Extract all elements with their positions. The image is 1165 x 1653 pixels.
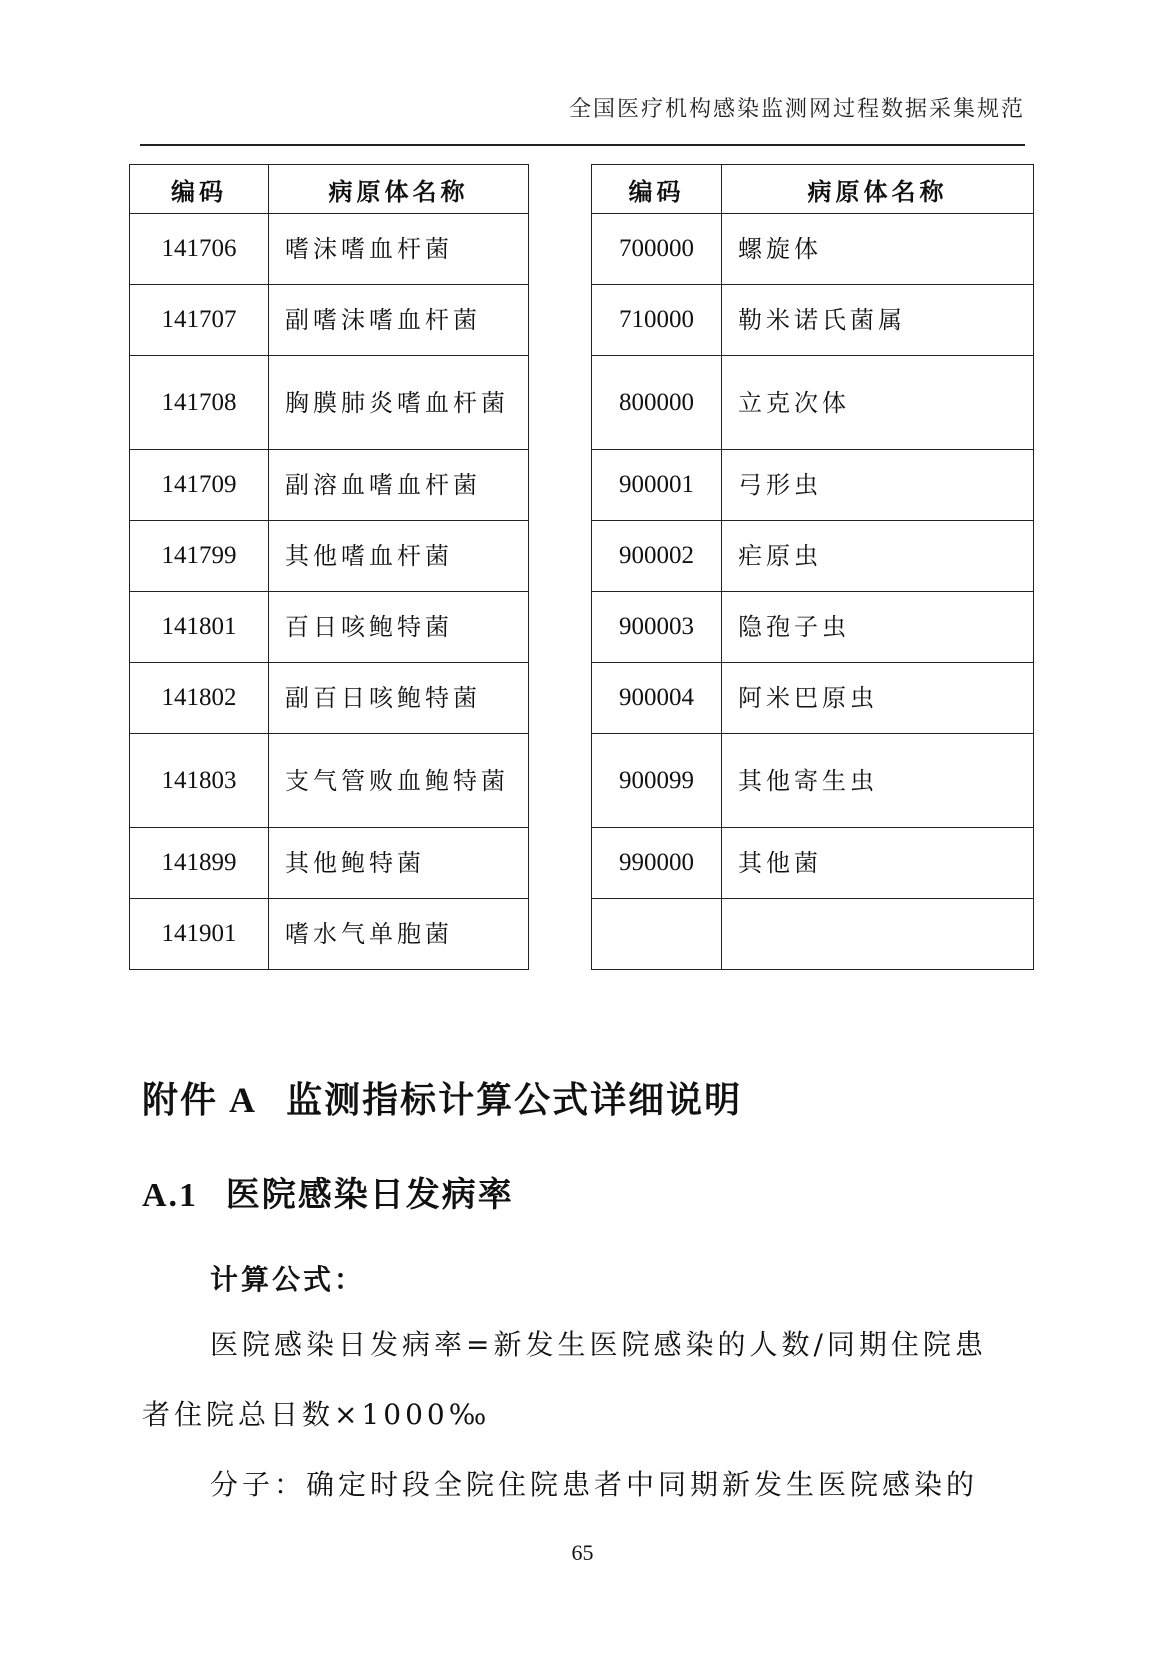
pathogen-name-cell: 阿米巴原虫 <box>722 663 1034 734</box>
table-row <box>130 450 529 521</box>
pathogen-name-cell: 疟原虫 <box>722 521 1034 592</box>
table-row <box>130 828 529 899</box>
pathogen-name-cell: 副溶血嗜血杆菌 <box>269 450 529 521</box>
code-cell: 700000 <box>592 214 722 285</box>
table-row <box>592 828 1034 899</box>
pathogen-name-cell <box>722 899 1034 970</box>
table-row <box>592 592 1034 663</box>
pathogen-name-cell: 其他鲍特菌 <box>269 828 529 899</box>
code-cell: 141802 <box>130 663 269 734</box>
code-cell: 900004 <box>592 663 722 734</box>
pathogen-name-cell: 立克次体 <box>722 356 1034 450</box>
code-cell: 710000 <box>592 285 722 356</box>
running-header-title: 全国医疗机构感染监测网过程数据采集规范 <box>568 97 1025 122</box>
table-row <box>592 285 1034 356</box>
section-number: A.1 <box>142 1177 199 1214</box>
pathogen-code-table-right <box>591 164 1034 970</box>
pathogen-name-cell: 百日咳鲍特菌 <box>269 592 529 663</box>
pathogen-name-cell: 螺旋体 <box>722 214 1034 285</box>
pathogen-name-cell: 胸膜肺炎嗜血杆菌 <box>269 356 529 450</box>
column-header-pathogen-name: 病原体名称 <box>269 165 529 214</box>
table-row <box>130 214 529 285</box>
section-heading <box>142 1167 514 1216</box>
pathogen-name-cell: 弓形虫 <box>722 450 1034 521</box>
column-header-pathogen-name: 病原体名称 <box>722 165 1034 214</box>
column-header-code: 编码 <box>592 165 722 214</box>
pathogen-name-cell: 嗜水气单胞菌 <box>269 899 529 970</box>
table-row <box>592 734 1034 828</box>
pathogen-name-cell: 嗜沫嗜血杆菌 <box>269 214 529 285</box>
pathogen-name-cell: 副嗜沫嗜血杆菌 <box>269 285 529 356</box>
table-row <box>130 285 529 356</box>
pathogen-name-cell: 其他菌 <box>722 828 1034 899</box>
pathogen-name-cell: 副百日咳鲍特菌 <box>269 663 529 734</box>
code-cell <box>592 899 722 970</box>
code-cell: 141708 <box>130 356 269 450</box>
pathogen-name-cell: 支气管败血鲍特菌 <box>269 734 529 828</box>
code-cell: 141803 <box>130 734 269 828</box>
code-cell: 900003 <box>592 592 722 663</box>
code-cell: 900002 <box>592 521 722 592</box>
table-row <box>130 592 529 663</box>
table-row <box>592 521 1034 592</box>
code-cell: 900099 <box>592 734 722 828</box>
code-cell: 141707 <box>130 285 269 356</box>
appendix-heading <box>142 1072 742 1123</box>
table-row <box>592 214 1034 285</box>
code-cell: 141799 <box>130 521 269 592</box>
table-header-row <box>592 165 1034 214</box>
table-row <box>592 899 1034 970</box>
code-cell: 141801 <box>130 592 269 663</box>
code-cell: 141709 <box>130 450 269 521</box>
pathogen-name-cell: 勒米诺氏菌属 <box>722 285 1034 356</box>
code-cell: 990000 <box>592 828 722 899</box>
appendix-number: 附件 A <box>142 1080 257 1120</box>
table-row <box>592 663 1034 734</box>
table-row <box>130 734 529 828</box>
code-cell: 900001 <box>592 450 722 521</box>
section-title: 医院感染日发病率 <box>225 1175 514 1215</box>
pathogen-name-cell: 隐孢子虫 <box>722 592 1034 663</box>
code-cell: 800000 <box>592 356 722 450</box>
formula-label: 计算公式： <box>210 1263 366 1296</box>
table-row <box>130 899 529 970</box>
appendix-title: 监测指标计算公式详细说明 <box>286 1079 743 1121</box>
table-row <box>130 521 529 592</box>
numerator-text-line1: 分子：确定时段全院住院患者中同期新发生医院感染的 <box>210 1468 979 1501</box>
table-header-row <box>130 165 529 214</box>
page-number: 65 <box>571 1540 594 1565</box>
table-row <box>592 356 1034 450</box>
code-cell: 141706 <box>130 214 269 285</box>
formula-text-line2: 者住院总日数×1000‰ <box>142 1398 491 1431</box>
header-divider <box>140 144 1025 146</box>
code-cell: 141899 <box>130 828 269 899</box>
column-header-code: 编码 <box>130 165 269 214</box>
pathogen-name-cell: 其他嗜血杆菌 <box>269 521 529 592</box>
table-row <box>130 356 529 450</box>
pathogen-code-table-left <box>129 164 529 970</box>
formula-text-line1: 医院感染日发病率=新发生医院感染的人数/同期住院患 <box>210 1328 987 1361</box>
table-row <box>130 663 529 734</box>
code-cell: 141901 <box>130 899 269 970</box>
table-row <box>592 450 1034 521</box>
pathogen-name-cell: 其他寄生虫 <box>722 734 1034 828</box>
